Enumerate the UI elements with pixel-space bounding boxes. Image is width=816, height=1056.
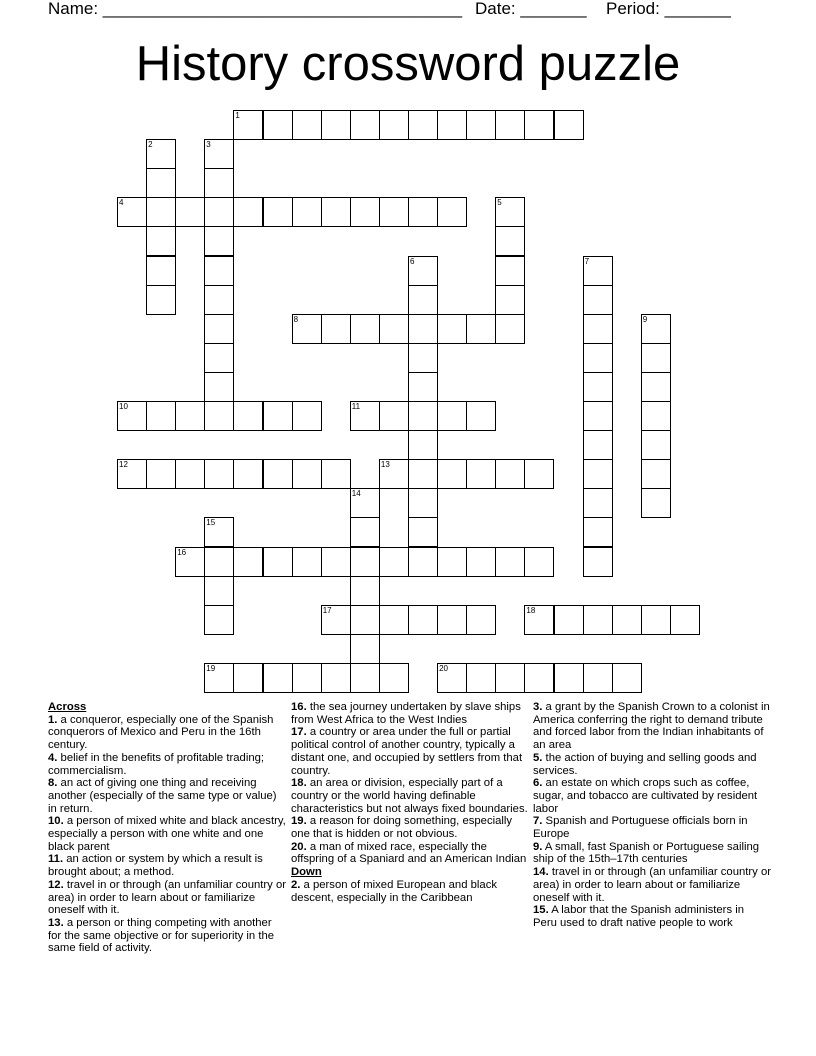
clue-item	[533, 701, 771, 752]
clue-item-text: a reason for doing something, especially one that is hidden or not obvious.	[291, 815, 513, 841]
grid-cell[interactable]	[233, 197, 263, 227]
grid-cell[interactable]	[350, 663, 380, 693]
clue-item-number: 5.	[533, 751, 543, 764]
grid-cell[interactable]	[204, 343, 234, 373]
clues-column-3	[533, 701, 771, 930]
grid-cell[interactable]	[204, 226, 234, 256]
grid-cell[interactable]	[437, 605, 467, 635]
grid-cell[interactable]	[321, 663, 351, 693]
clue-item-text: a person or thing competing with another for the same objective or for superiority in the same field of activity.	[48, 916, 275, 955]
grid-cell[interactable]	[233, 459, 263, 489]
grid-cell[interactable]	[263, 110, 293, 140]
grid-cell[interactable]	[583, 256, 613, 286]
clue-item-text: an act of giving one thing and receiving another (especially of the same type or value) in return.	[48, 777, 277, 815]
grid-cell[interactable]	[554, 605, 584, 635]
grid-cell[interactable]	[583, 459, 613, 489]
clue-number: 11	[351, 402, 361, 411]
grid-cell[interactable]	[641, 314, 671, 344]
grid-cell[interactable]	[321, 197, 351, 227]
grid-cell[interactable]	[146, 197, 176, 227]
clue-item-number: 18.	[291, 777, 307, 790]
grid-cell[interactable]	[321, 110, 351, 140]
clue-item	[291, 726, 529, 777]
grid-cell[interactable]	[554, 663, 584, 693]
clue-number: 14	[351, 489, 361, 499]
grid-cell[interactable]	[583, 401, 613, 431]
grid-cell[interactable]	[670, 605, 700, 635]
grid-cell[interactable]	[437, 663, 467, 693]
grid-cell[interactable]	[175, 547, 205, 577]
clue-item-number: 13.	[48, 916, 64, 929]
grid-cell[interactable]	[554, 110, 584, 140]
grid-cell[interactable]	[612, 663, 642, 693]
clue-number: 13	[380, 460, 390, 470]
grid-cell[interactable]	[524, 547, 554, 577]
grid-cell[interactable]	[350, 634, 380, 664]
grid-cell[interactable]	[466, 314, 496, 344]
clue-item-number: 8.	[48, 777, 58, 790]
clue-number: 10	[119, 402, 128, 411]
grid-cell[interactable]	[524, 663, 554, 693]
grid-cell[interactable]	[233, 547, 263, 577]
clue-number: 8	[293, 314, 299, 324]
grid-cell[interactable]	[263, 459, 293, 489]
grid-cell[interactable]	[175, 459, 205, 489]
clue-item	[48, 752, 286, 777]
grid-cell[interactable]	[204, 314, 234, 344]
clue-number: 3	[206, 140, 211, 150]
clue-number: 15	[206, 518, 216, 528]
clue-item-number: 1.	[48, 713, 58, 726]
grid-cell[interactable]	[583, 285, 613, 315]
grid-cell[interactable]	[146, 459, 176, 489]
grid-cell[interactable]	[408, 285, 438, 315]
clue-item	[533, 866, 771, 904]
grid-cell[interactable]	[641, 372, 671, 402]
grid-cell[interactable]	[437, 314, 467, 344]
clue-item-number: 15.	[533, 904, 549, 917]
grid-cell[interactable]	[524, 605, 554, 635]
clue-number: 12	[119, 460, 128, 470]
grid-cell[interactable]	[263, 663, 293, 693]
clue-number: 17	[322, 605, 332, 615]
grid-cell[interactable]	[408, 430, 438, 460]
clue-item-text: a conqueror, especially one of the Spanish conquerors of Mexico and Peru in the 16th century.	[48, 713, 274, 752]
grid-cell[interactable]	[466, 401, 496, 431]
grid-cell[interactable]	[437, 459, 467, 489]
grid-cell[interactable]	[495, 663, 525, 693]
grid-cell[interactable]	[350, 197, 380, 227]
grid-cell[interactable]	[408, 372, 438, 402]
clue-item-number: 17.	[291, 726, 307, 739]
grid-cell[interactable]	[350, 110, 380, 140]
grid-cell[interactable]	[583, 430, 613, 460]
clue-item-text: a man of mixed race, especially the offspring of a Spaniard and an American Indian	[291, 840, 527, 866]
clues-column-2	[291, 701, 529, 904]
grid-cell[interactable]	[641, 488, 671, 518]
grid-cell[interactable]	[495, 314, 525, 344]
grid-cell[interactable]	[321, 459, 351, 489]
grid-cell[interactable]	[641, 401, 671, 431]
clue-item	[48, 714, 286, 752]
clue-item	[533, 752, 771, 777]
grid-cell[interactable]	[408, 488, 438, 518]
clue-item-number: 4.	[48, 751, 58, 764]
clue-number: 19	[206, 663, 216, 673]
grid-cell[interactable]	[583, 314, 613, 344]
clue-item-number: 12.	[48, 878, 64, 891]
grid-cell[interactable]	[408, 517, 438, 547]
grid-cell[interactable]	[524, 110, 554, 140]
clue-item-number: 20.	[291, 840, 307, 853]
grid-cell[interactable]	[204, 401, 234, 431]
grid-cell[interactable]	[292, 110, 322, 140]
clue-number: 7	[584, 256, 590, 266]
clue-item	[291, 777, 529, 815]
clue-item	[291, 701, 529, 726]
clue-item-text: the sea journey undertaken by slave ships from West Africa to the West Indies	[291, 701, 521, 726]
grid-cell[interactable]	[204, 197, 234, 227]
grid-cell[interactable]	[408, 605, 438, 635]
clues-column-1	[48, 701, 286, 955]
clue-item	[291, 815, 529, 840]
page-title: History crossword puzzle	[135, 37, 681, 91]
clue-item-number: 6.	[533, 777, 543, 790]
clue-item	[533, 841, 771, 866]
clue-number: 6	[410, 256, 415, 266]
grid-cell[interactable]	[292, 663, 322, 693]
grid-cell[interactable]	[350, 605, 380, 635]
grid-cell[interactable]	[350, 488, 380, 518]
clue-item	[48, 853, 286, 878]
clue-number: 16	[177, 547, 187, 557]
grid-cell[interactable]	[292, 314, 322, 344]
grid-cell[interactable]	[263, 547, 293, 577]
clue-item-number: 7.	[533, 815, 543, 828]
grid-cell[interactable]	[408, 110, 438, 140]
grid-cell[interactable]	[495, 197, 525, 227]
clue-number: 1	[235, 111, 240, 120]
grid-cell[interactable]	[583, 605, 613, 635]
clue-item-number: 14.	[533, 866, 549, 879]
grid-cell[interactable]	[466, 547, 496, 577]
grid-cell[interactable]	[204, 605, 234, 635]
grid-cell[interactable]	[641, 430, 671, 460]
grid-cell[interactable]	[379, 663, 409, 693]
grid-cell[interactable]	[408, 256, 438, 286]
grid-cell[interactable]	[263, 401, 293, 431]
clue-item-text: A labor that the Spanish administers in Peru used to draft native people to work	[533, 904, 745, 929]
grid-cell[interactable]	[204, 547, 234, 577]
grid-cell[interactable]	[233, 663, 263, 693]
clue-number: 2	[148, 140, 153, 150]
grid-cell[interactable]	[263, 197, 293, 227]
grid-cell[interactable]	[583, 372, 613, 402]
grid-cell[interactable]	[466, 663, 496, 693]
grid-cell[interactable]	[146, 139, 176, 169]
grid-cell[interactable]	[350, 314, 380, 344]
clue-item-number: 2.	[291, 878, 301, 891]
clue-item-text: an area or division, especially part of a country or the world having definable characteristics but not always fixed boundaries.	[291, 777, 528, 815]
grid-cell[interactable]	[641, 605, 671, 635]
clue-number: 4	[119, 198, 124, 208]
grid-cell[interactable]	[117, 459, 147, 489]
grid-cell[interactable]	[117, 197, 147, 227]
clue-item-number: 19.	[291, 815, 307, 828]
clue-item-text: the action of buying and selling goods and services.	[533, 751, 757, 777]
clue-item-text: a grant by the Spanish Crown to a colonist in America conferring the right to demand tribute and forced labor from the Indian inhabitants of an area	[533, 701, 770, 752]
grid-cell[interactable]	[379, 547, 409, 577]
grid-cell[interactable]	[495, 256, 525, 286]
period-field-label[interactable]: Period: _______	[606, 0, 731, 18]
clue-item	[291, 841, 529, 866]
clue-item-number: 9.	[533, 840, 543, 853]
grid-cell[interactable]	[175, 197, 205, 227]
clue-item-number: 11.	[48, 853, 64, 866]
clue-item	[291, 879, 529, 904]
grid-cell[interactable]	[204, 459, 234, 489]
clue-item	[48, 879, 286, 917]
grid-cell[interactable]	[204, 139, 234, 169]
grid-cell[interactable]	[408, 314, 438, 344]
clue-item	[48, 917, 286, 955]
grid-cell[interactable]	[437, 401, 467, 431]
grid-cell[interactable]	[204, 372, 234, 402]
clue-heading: Across	[48, 701, 87, 713]
grid-cell[interactable]	[146, 285, 176, 315]
grid-cell[interactable]	[204, 663, 234, 693]
clue-number: 5	[497, 198, 502, 208]
grid-cell[interactable]	[466, 110, 496, 140]
clue-heading: Down	[291, 866, 322, 879]
grid-cell[interactable]	[408, 197, 438, 227]
clue-item	[533, 815, 771, 840]
grid-cell[interactable]	[146, 168, 176, 198]
grid-cell[interactable]	[583, 488, 613, 518]
grid-cell[interactable]	[495, 110, 525, 140]
clue-item-text: A small, fast Spanish or Portuguese sailing ship of the 15th–17th centuries	[533, 840, 760, 866]
grid-cell[interactable]	[641, 459, 671, 489]
grid-cell[interactable]	[379, 197, 409, 227]
grid-cell[interactable]	[524, 459, 554, 489]
grid-cell[interactable]	[641, 343, 671, 373]
clue-number: 9	[642, 314, 648, 324]
clue-item-text: Spanish and Portuguese officials born in Europe	[533, 815, 748, 841]
grid-cell[interactable]	[292, 401, 322, 431]
grid-cell[interactable]	[292, 547, 322, 577]
grid-cell[interactable]	[204, 576, 234, 606]
grid-cell[interactable]	[437, 547, 467, 577]
clue-number: 18	[526, 605, 536, 615]
grid-cell[interactable]	[466, 605, 496, 635]
date-field-label[interactable]: Date: _______	[475, 0, 587, 18]
grid-cell[interactable]	[379, 110, 409, 140]
grid-cell[interactable]	[350, 517, 380, 547]
grid-cell[interactable]	[146, 226, 176, 256]
clue-item-number: 10.	[48, 815, 64, 828]
grid-cell[interactable]	[175, 401, 205, 431]
clue-item-number: 16.	[291, 701, 307, 713]
clue-item-text: an action or system by which a result is brought about; a method.	[48, 853, 263, 879]
grid-cell[interactable]	[292, 197, 322, 227]
grid-cell[interactable]	[408, 459, 438, 489]
clue-item-text: belief in the benefits of profitable trading; commercialism.	[48, 751, 265, 777]
grid-cell[interactable]	[204, 256, 234, 286]
grid-cell[interactable]	[350, 401, 380, 431]
grid-cell[interactable]	[437, 110, 467, 140]
grid-cell[interactable]	[321, 605, 351, 635]
clue-item-text: an estate on which crops such as coffee, sugar, and tobacco are cultivated by resident labor	[533, 777, 758, 815]
grid-cell[interactable]	[379, 314, 409, 344]
grid-cell[interactable]	[583, 343, 613, 373]
grid-cell[interactable]	[495, 547, 525, 577]
grid-cell[interactable]	[146, 256, 176, 286]
grid-cell[interactable]	[321, 314, 351, 344]
grid-cell[interactable]	[583, 547, 613, 577]
grid-cell[interactable]	[350, 576, 380, 606]
clue-item-number: 3.	[533, 701, 543, 713]
name-field-label[interactable]: Name: ______________________________________	[48, 0, 463, 18]
clue-item-text: a country or area under the full or partial political control of another country, typically a distant one, and occupied by settlers from that country.	[291, 726, 523, 777]
grid-cell[interactable]	[379, 605, 409, 635]
grid-cell[interactable]	[495, 459, 525, 489]
clue-item	[533, 777, 771, 815]
grid-cell[interactable]	[466, 459, 496, 489]
grid-cell[interactable]	[408, 401, 438, 431]
grid-cell[interactable]	[204, 517, 234, 547]
clue-item-text: a person of mixed white and black ancestry, especially a person with one white and one black parent	[48, 815, 286, 853]
grid-cell[interactable]	[321, 547, 351, 577]
grid-cell[interactable]	[204, 285, 234, 315]
grid-cell[interactable]	[583, 663, 613, 693]
grid-cell[interactable]	[233, 401, 263, 431]
grid-cell[interactable]	[495, 226, 525, 256]
grid-cell[interactable]	[408, 547, 438, 577]
clue-item	[533, 904, 771, 929]
grid-cell[interactable]	[408, 343, 438, 373]
grid-cell[interactable]	[379, 401, 409, 431]
clue-item	[48, 777, 286, 815]
grid-cell[interactable]	[146, 401, 176, 431]
grid-cell[interactable]	[437, 197, 467, 227]
clue-item-text: travel in or through (an unfamiliar country or area) in order to learn about or familiarize oneself with it.	[48, 878, 286, 917]
grid-cell[interactable]	[292, 459, 322, 489]
clue-item-text: travel in or through (an unfamiliar country or area) in order to learn about or familiarize oneself with it.	[533, 866, 771, 904]
clue-item	[48, 815, 286, 853]
grid-cell[interactable]	[233, 110, 263, 140]
grid-cell[interactable]	[583, 517, 613, 547]
grid-cell[interactable]	[495, 285, 525, 315]
grid-cell[interactable]	[117, 401, 147, 431]
grid-cell[interactable]	[612, 605, 642, 635]
clue-number: 20	[439, 663, 448, 673]
grid-cell[interactable]	[204, 168, 234, 198]
clue-item-text: a person of mixed European and black descent, especially in the Caribbean	[291, 878, 497, 904]
grid-cell[interactable]	[379, 459, 409, 489]
grid-cell[interactable]	[350, 547, 380, 577]
